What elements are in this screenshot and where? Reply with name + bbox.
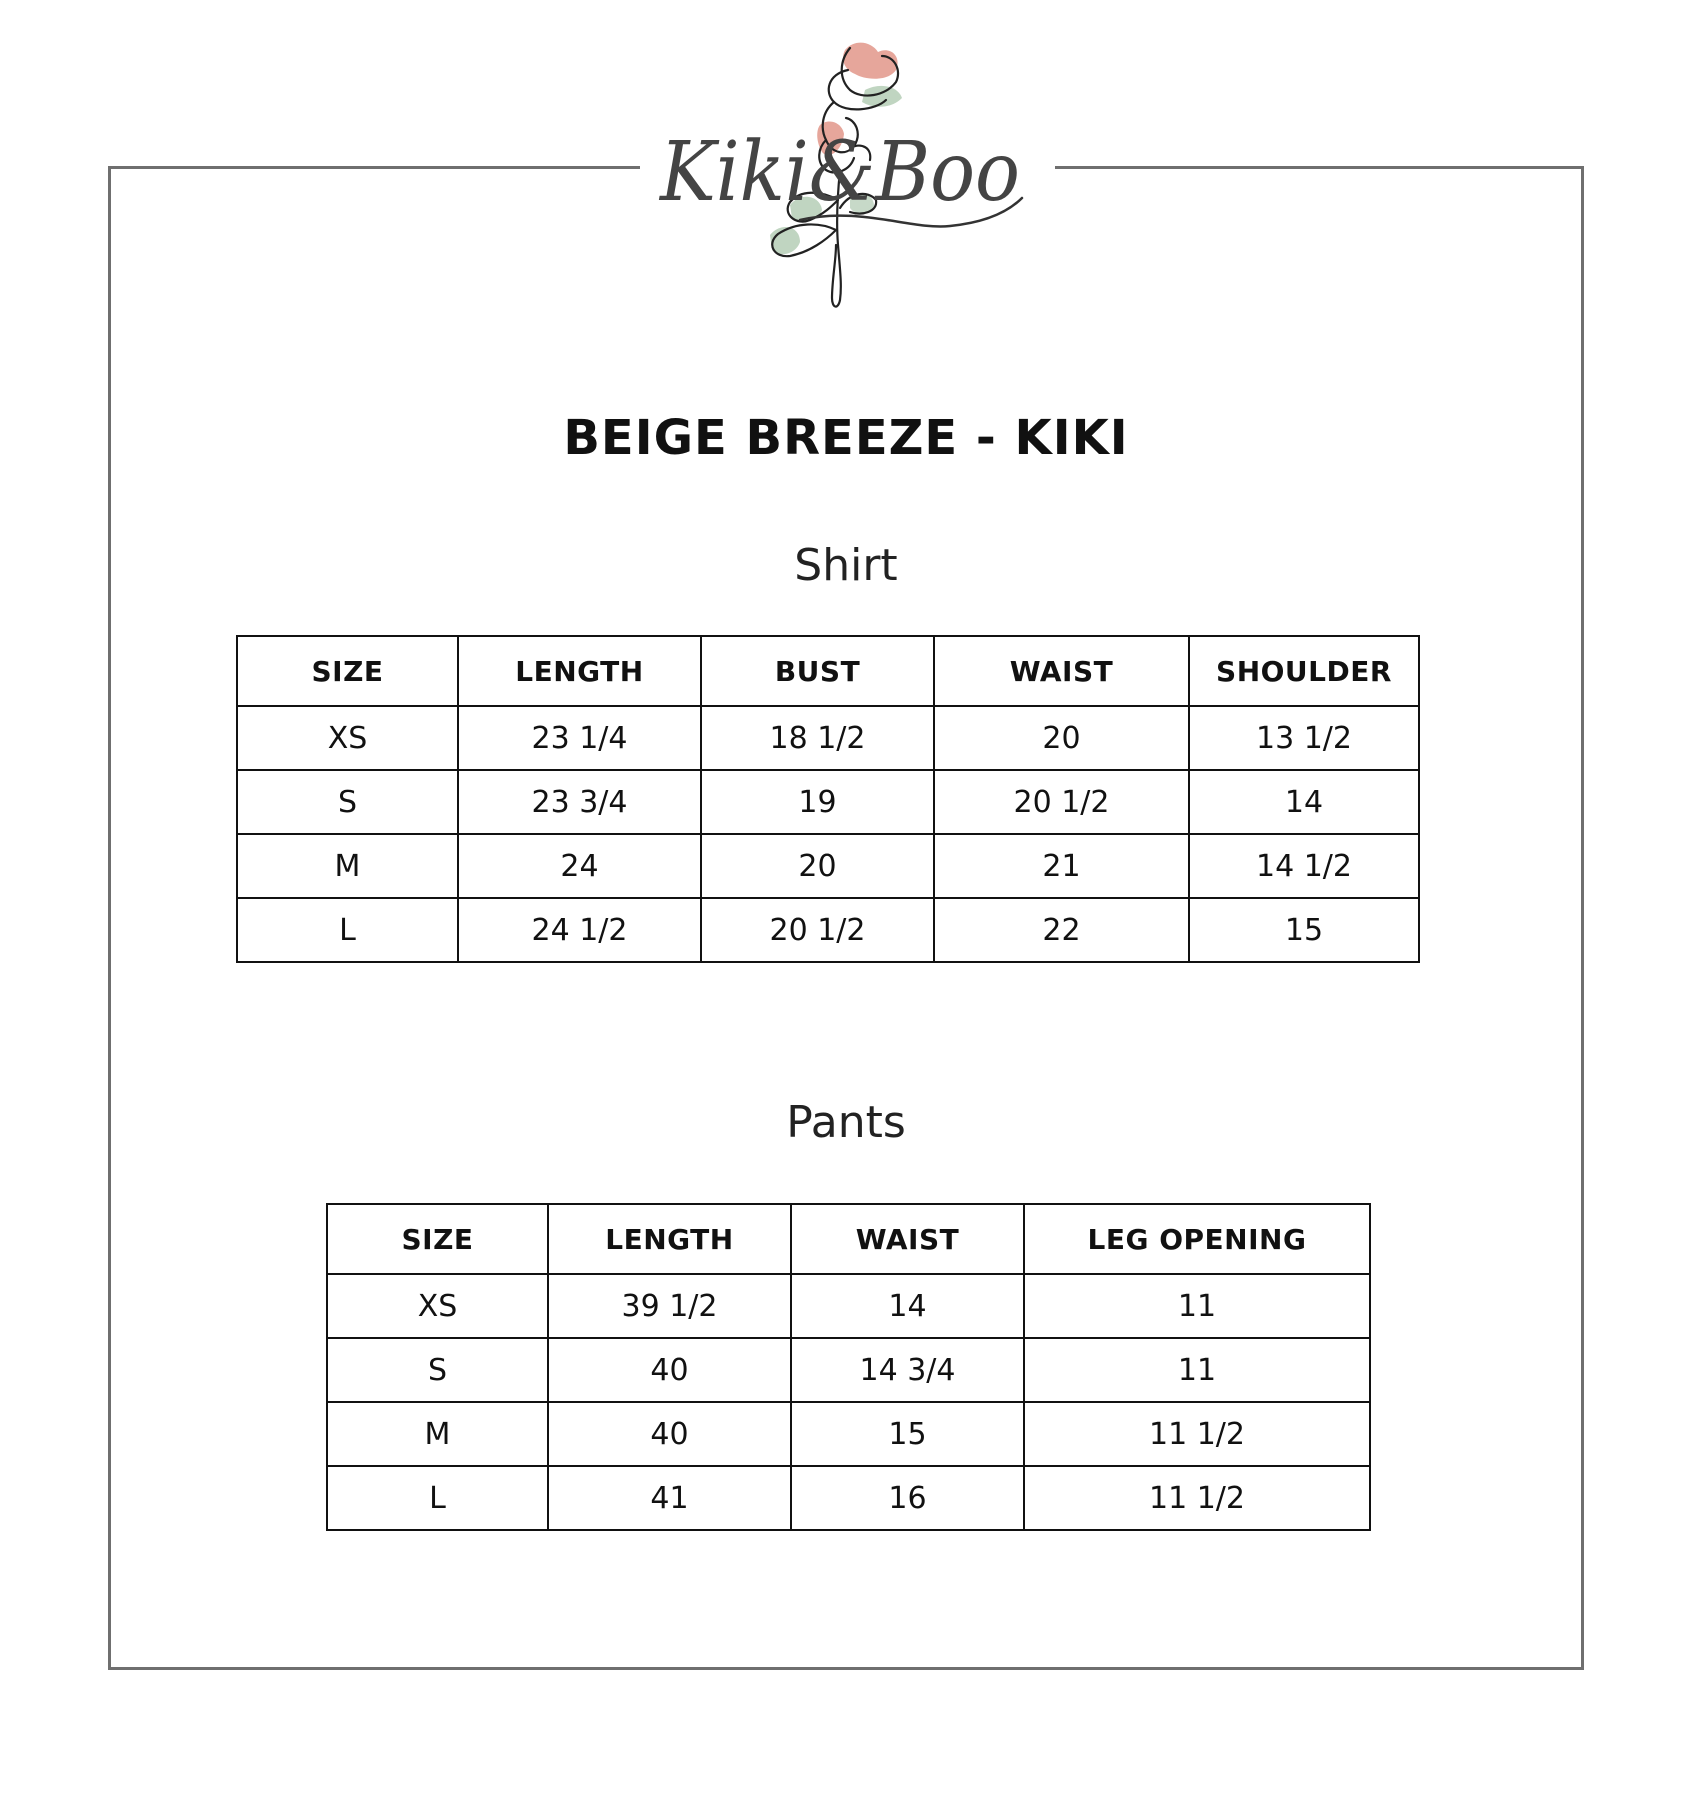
table-cell: 20 1/2 bbox=[701, 898, 934, 962]
table-cell: 21 bbox=[934, 834, 1189, 898]
column-header: LENGTH bbox=[548, 1204, 791, 1274]
table-cell: 14 3/4 bbox=[791, 1338, 1024, 1402]
table-cell: 39 1/2 bbox=[548, 1274, 791, 1338]
column-header: WAIST bbox=[934, 636, 1189, 706]
table-cell: 20 bbox=[934, 706, 1189, 770]
table-row bbox=[327, 1466, 1370, 1530]
table-cell: 13 1/2 bbox=[1189, 706, 1419, 770]
column-header: LEG OPENING bbox=[1024, 1204, 1370, 1274]
table-cell: XS bbox=[327, 1274, 548, 1338]
column-header: SIZE bbox=[327, 1204, 548, 1274]
table-cell: 23 1/4 bbox=[458, 706, 701, 770]
table-cell: 15 bbox=[791, 1402, 1024, 1466]
brand-wordmark: Kiki&Boo bbox=[658, 125, 1020, 220]
table-cell: XS bbox=[237, 706, 458, 770]
table-cell: 11 bbox=[1024, 1274, 1370, 1338]
shirt-size-table bbox=[236, 635, 1420, 963]
table-cell: 24 bbox=[458, 834, 701, 898]
table-cell: 11 1/2 bbox=[1024, 1466, 1370, 1530]
table-cell: 23 3/4 bbox=[458, 770, 701, 834]
table-cell: 41 bbox=[548, 1466, 791, 1530]
table-cell: M bbox=[237, 834, 458, 898]
page-title: BEIGE BREEZE - KIKI bbox=[563, 410, 1129, 466]
table-row bbox=[237, 834, 1419, 898]
shirt-heading: Shirt bbox=[794, 540, 898, 591]
table-header-row bbox=[237, 636, 1419, 706]
table-row bbox=[237, 706, 1419, 770]
table-cell: 11 bbox=[1024, 1338, 1370, 1402]
table-cell: 19 bbox=[701, 770, 934, 834]
pants-heading: Pants bbox=[786, 1097, 906, 1148]
table-cell: 11 1/2 bbox=[1024, 1402, 1370, 1466]
table-header-row bbox=[327, 1204, 1370, 1274]
brand-logo bbox=[650, 30, 1050, 320]
table-row bbox=[237, 770, 1419, 834]
table-row bbox=[327, 1274, 1370, 1338]
table-cell: 14 1/2 bbox=[1189, 834, 1419, 898]
table-row bbox=[327, 1402, 1370, 1466]
table-cell: 14 bbox=[1189, 770, 1419, 834]
table-cell: 14 bbox=[791, 1274, 1024, 1338]
table-cell: 15 bbox=[1189, 898, 1419, 962]
table-cell: 24 1/2 bbox=[458, 898, 701, 962]
column-header: SHOULDER bbox=[1189, 636, 1419, 706]
table-cell: 18 1/2 bbox=[701, 706, 934, 770]
table-cell: 22 bbox=[934, 898, 1189, 962]
table-row bbox=[327, 1338, 1370, 1402]
table-cell: M bbox=[327, 1402, 548, 1466]
table-cell: L bbox=[237, 898, 458, 962]
table-cell: 16 bbox=[791, 1466, 1024, 1530]
table-cell: 40 bbox=[548, 1338, 791, 1402]
table-cell: S bbox=[327, 1338, 548, 1402]
column-header: BUST bbox=[701, 636, 934, 706]
table-cell: S bbox=[237, 770, 458, 834]
column-header: SIZE bbox=[237, 636, 458, 706]
column-header: LENGTH bbox=[458, 636, 701, 706]
table-cell: L bbox=[327, 1466, 548, 1530]
column-header: WAIST bbox=[791, 1204, 1024, 1274]
pants-size-table bbox=[326, 1203, 1371, 1531]
table-cell: 20 1/2 bbox=[934, 770, 1189, 834]
table-cell: 20 bbox=[701, 834, 934, 898]
table-cell: 40 bbox=[548, 1402, 791, 1466]
table-row bbox=[237, 898, 1419, 962]
